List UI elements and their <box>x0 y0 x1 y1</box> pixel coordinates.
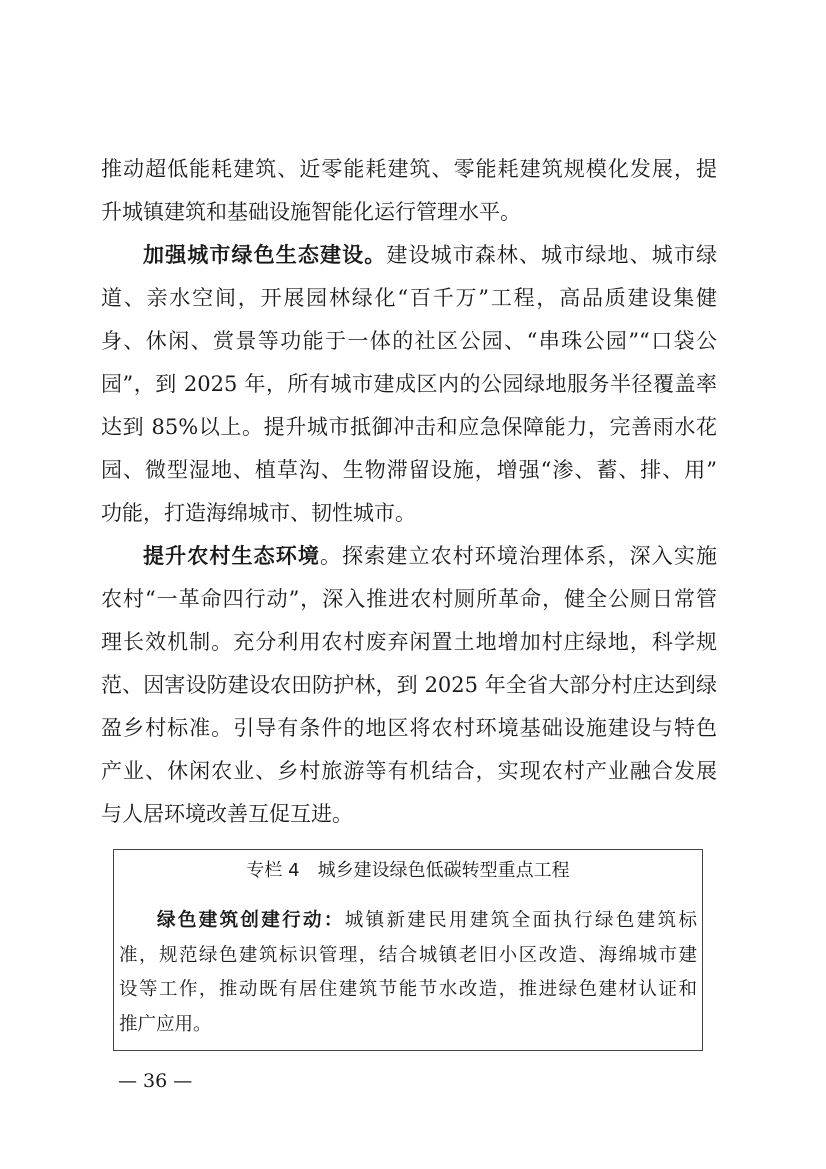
box-heading: 绿色建筑创建行动： <box>157 910 345 931</box>
text-line <box>101 234 717 277</box>
text-line: 达到 85%以上。提升城市抵御冲击和应急保障能力，完善雨水花 <box>101 415 717 439</box>
text-line: 升城镇建筑和基础设施智能化运行管理水平。 <box>101 200 521 224</box>
special-column-box <box>113 849 703 1051</box>
text-line: 农村“一革命四行动”，深入推进农村厕所革命，健全公厕日常管 <box>101 587 717 611</box>
text-line: 范、因害设防建设农田防护林，到 2025 年全省大部分村庄达到绿 <box>101 673 717 697</box>
page-number: — 36 — <box>118 1070 193 1092</box>
paragraph-building-intelligence <box>101 148 717 234</box>
text-line <box>119 904 697 939</box>
paragraph-heading: 加强城市绿色生态建设。 <box>143 243 387 267</box>
box-title: 专栏 4 城乡建设绿色低碳转型重点工程 <box>246 860 570 881</box>
text-line: 园”，到 2025 年，所有城市建成区内的公园绿地服务半径覆盖率 <box>101 372 717 396</box>
body-text <box>101 148 717 836</box>
text-line: 设等工作，推动既有居住建筑节能节水改造，推进绿色建材认证和 <box>119 979 697 1000</box>
text-line: 道、亲水空间，开展园林绿化“百千万”工程，高品质建设集健 <box>101 286 717 310</box>
text-line: 盈乡村标准。引导有条件的地区将农村环境基础设施建设与特色 <box>101 716 717 740</box>
text-line: 园、微型湿地、植草沟、生物滞留设施，增强“渗、蓄、排、用” <box>101 458 717 482</box>
text-line <box>101 535 717 578</box>
text-line: 推广应用。 <box>119 1013 212 1035</box>
text-line: 身、休闲、赏景等功能于一体的社区公园、“串珠公园”“口袋公 <box>101 329 717 353</box>
text-line: 功能，打造海绵城市、韧性城市。 <box>101 501 416 525</box>
text-line: 准，规范绿色建筑标识管理，结合城镇老旧小区改造、海绵城市建 <box>119 944 697 966</box>
text-line: 推动超低能耗建筑、近零能耗建筑、零能耗建筑规模化发展，提 <box>101 157 717 181</box>
paragraph-urban-ecology <box>101 234 717 535</box>
text-span: 建设城市森林、城市绿地、城市绿 <box>386 243 718 267</box>
text-span: 城镇新建民用建筑全面执行绿色建筑标 <box>344 910 697 931</box>
text-line: 理长效机制。充分利用农村废弃闲置土地增加村庄绿地，科学规 <box>101 630 717 654</box>
text-line: 与人居环境改善互促互进。 <box>101 802 353 826</box>
text-line: 产业、休闲农业、乡村旅游等有机结合，实现农村产业融合发展 <box>101 759 717 783</box>
paragraph-rural-ecology <box>101 535 717 836</box>
paragraph-heading: 提升农村生态环境 <box>143 544 320 568</box>
box-body <box>119 904 697 1042</box>
text-span: 。探索建立农村环境治理体系，深入实施 <box>319 544 718 568</box>
